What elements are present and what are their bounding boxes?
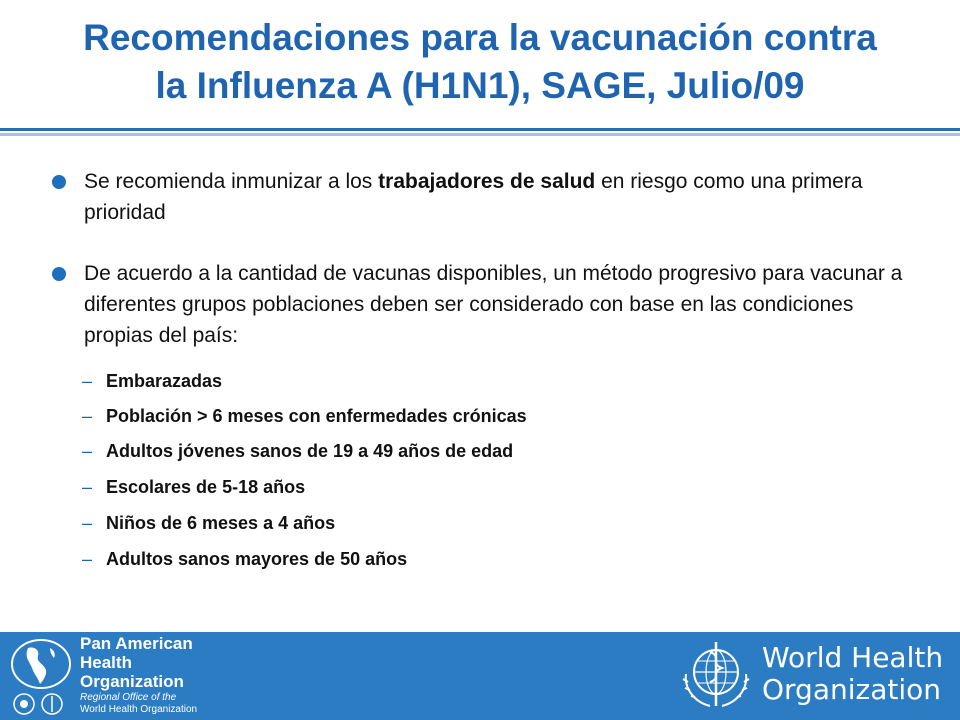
who-line-2: Organization: [762, 673, 942, 706]
bullet-dot-icon: [52, 175, 66, 189]
sub-item: [82, 511, 866, 535]
paho-sub-2: World Health Organization: [80, 704, 198, 715]
sub-item-text: Escolares de 5-18 años: [106, 477, 306, 497]
title-divider: [0, 128, 960, 131]
sub-item-text: Niños de 6 meses a 4 años: [106, 513, 336, 533]
sub-item: [82, 369, 866, 393]
title-line-2: la Influenza A (H1N1), SAGE, Julio/09: [155, 65, 805, 106]
sub-item: [82, 475, 866, 499]
dash-icon: –: [82, 371, 93, 391]
paho-line-1: Pan American: [80, 634, 193, 653]
dash-icon: –: [82, 441, 93, 461]
bullet-health-workers: [84, 166, 904, 228]
paho-sub-1: Regional Office of the: [80, 692, 177, 703]
bullet-dot-icon: [52, 267, 66, 281]
dash-icon: –: [82, 477, 93, 497]
sub-item-text: Población > 6 meses con enfermedades crónicas: [106, 406, 527, 426]
sub-item: [82, 547, 866, 571]
sub-item-text: Adultos jóvenes sanos de 19 a 49 años de edad: [106, 441, 514, 461]
paho-subtitle: [80, 692, 197, 716]
slide-title: [0, 14, 960, 110]
who-emblem-icon: [676, 634, 756, 714]
paho-name: [80, 634, 193, 691]
sub-item: [82, 404, 866, 428]
sub-item: [82, 439, 866, 463]
bullet-text: De acuerdo a la cantidad de vacunas disponibles, un método progresivo para vacunar a diferentes grupos poblaciones deben ser considerado con base en las condiciones propias del país:: [84, 262, 903, 347]
paho-line-2: Health: [80, 653, 132, 672]
bullet-progressive-method: [84, 258, 904, 351]
dash-icon: –: [82, 549, 93, 569]
footer-bar: [0, 632, 960, 720]
who-line-1: World Health: [762, 641, 944, 674]
bullet-text-bold: trabajadores de salud: [378, 170, 596, 193]
title-line-1: Recomendaciones para la vacunación contra: [83, 17, 877, 58]
dash-icon: –: [82, 406, 93, 426]
who-name: [762, 642, 943, 706]
sub-item-text: Embarazadas: [106, 371, 223, 391]
dash-icon: –: [82, 513, 93, 533]
paho-line-3: Organization: [80, 672, 184, 691]
title-divider-light: [0, 133, 960, 136]
bullet-text-post: en riesgo como una primera prioridad: [84, 170, 863, 224]
sub-item-text: Adultos sanos mayores de 50 años: [106, 549, 408, 569]
paho-seal-icons: [12, 692, 72, 716]
bullet-text-pre: Se recomienda inmunizar a los: [84, 170, 379, 193]
paho-globe-icon: [10, 638, 72, 690]
